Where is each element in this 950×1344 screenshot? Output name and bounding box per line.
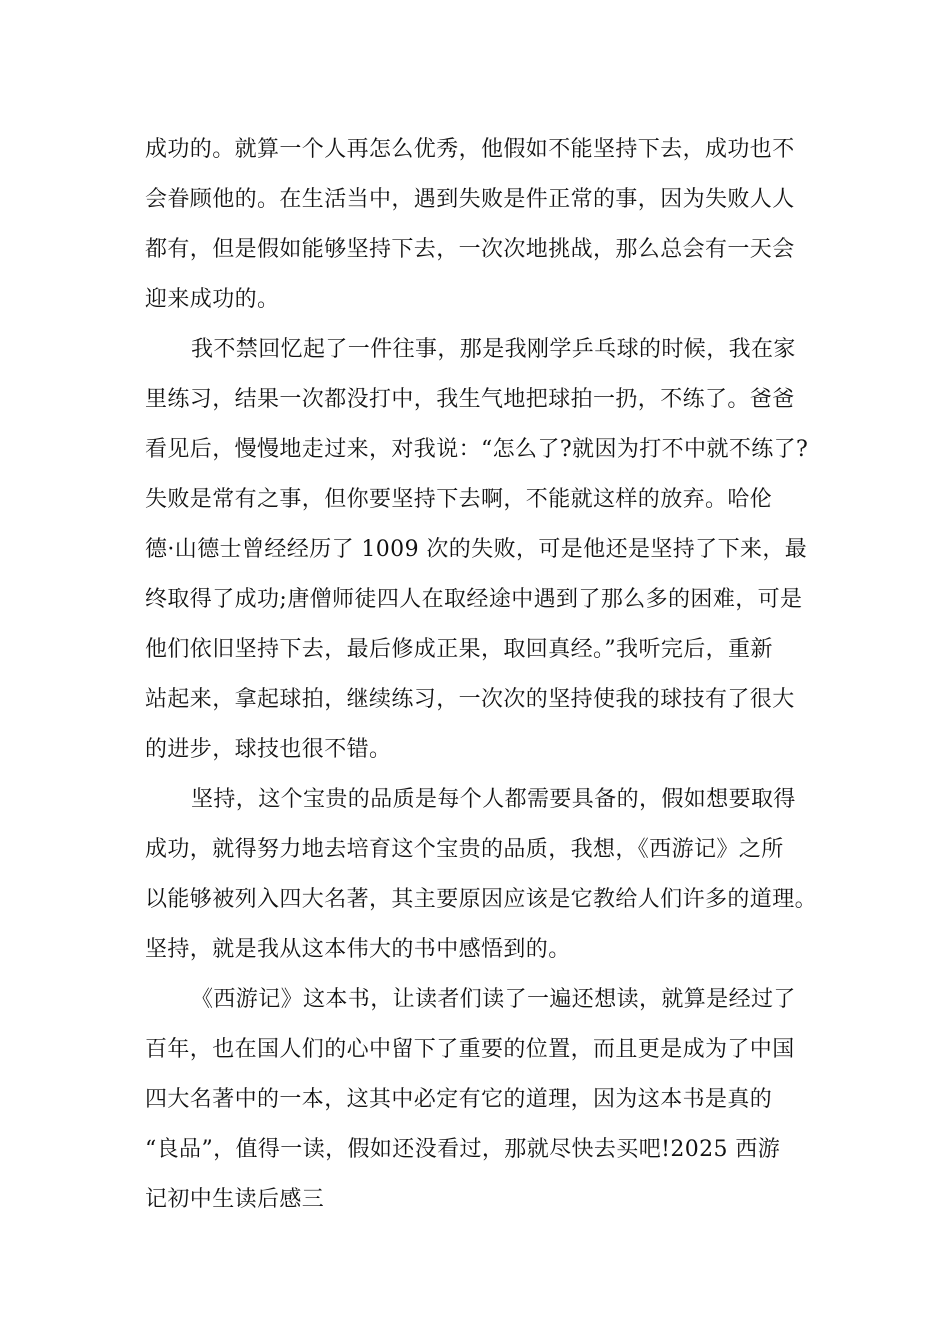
- document-page: [145, 125, 825, 1225]
- text-line: 《西游记》这本书，让读者们读了一遍还想读，就算是经过了: [191, 987, 796, 1012]
- text-line: 失败是常有之事，但你要坚持下去啊，不能就这样的放弃。哈伦: [145, 487, 773, 512]
- paragraph-1: [145, 125, 825, 325]
- text-line: 坚持，这个宝贵的品质是每个人都需要具备的，假如想要取得: [191, 787, 796, 812]
- paragraph-4: [145, 975, 825, 1225]
- text-line: 我不禁回忆起了一件往事，那是我刚学乒乓球的时候，我在家: [191, 337, 796, 362]
- text-line: 看见后，慢慢地走过来，对我说：“怎么了?就因为打不中就不练了?: [145, 437, 809, 462]
- text-line: 百年，也在国人们的心中留下了重要的位置，而且更是成为了中国: [145, 1037, 795, 1062]
- text-line: 的进步，球技也很不错。: [145, 737, 392, 762]
- text-line: 记初中生读后感三: [145, 1187, 325, 1212]
- text-line: 里练习，结果一次都没打中，我生气地把球拍一扔，不练了。爸爸: [145, 387, 795, 412]
- text-line: “良品”，值得一读，假如还没看过，那就尽快去买吧!2025 西游: [145, 1137, 781, 1162]
- text-line: 他们依旧坚持下去，最后修成正果，取回真经。”我听完后，重新: [145, 637, 773, 662]
- text-line: 迎来成功的。: [145, 287, 280, 312]
- text-line: 坚持，就是我从这本伟大的书中感悟到的。: [145, 937, 571, 962]
- text-line: 以能够被列入四大名著，其主要原因应该是它教给人们许多的道理。: [145, 887, 818, 912]
- paragraph-3: [145, 775, 825, 975]
- text-line: 会眷顾他的。在生活当中，遇到失败是件正常的事，因为失败人人: [145, 187, 795, 212]
- text-line: 成功，就得努力地去培育这个宝贵的品质，我想，《西游记》之所: [145, 837, 784, 862]
- text-line: 四大名著中的一本，这其中必定有它的道理，因为这本书是真的: [145, 1087, 773, 1112]
- paragraph-2: [145, 325, 825, 775]
- text-line: 站起来，拿起球拍，继续练习，一次次的坚持使我的球技有了很大: [145, 687, 795, 712]
- text-line: 终取得了成功;唐僧师徒四人在取经途中遇到了那么多的困难，可是: [145, 587, 803, 612]
- text-line: 德·山德士曾经经历了 1009 次的失败，可是他还是坚持了下来，最: [145, 537, 808, 562]
- text-line: 成功的。就算一个人再怎么优秀，他假如不能坚持下去，成功也不: [145, 137, 795, 162]
- text-line: 都有，但是假如能够坚持下去，一次次地挑战，那么总会有一天会: [145, 237, 795, 262]
